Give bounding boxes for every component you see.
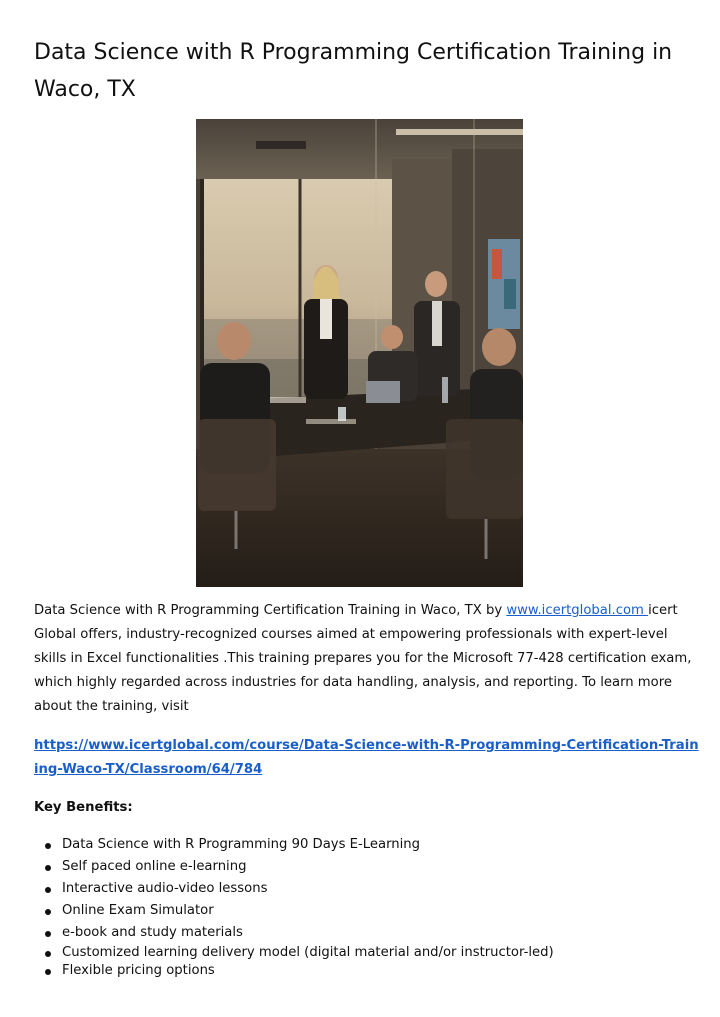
course-link-paragraph <box>34 734 699 782</box>
page-title: Data Science with R Programming Certification Training in Waco, TX <box>34 40 673 102</box>
icertglobal-link[interactable]: www.icertglobal.com <box>506 603 649 618</box>
intro-paragraph <box>34 599 694 719</box>
intro-text-start: Data Science with R Programming Certification Training in Waco, TX by <box>34 603 507 618</box>
list-item: Online Exam Simulator <box>34 902 554 920</box>
course-url-link[interactable]: https://www.icertglobal.com/course/Data-Science-with-R-Programming-Certification-Training-Waco-TX/Classroom/64/784 <box>34 738 699 777</box>
benefits-list <box>34 836 554 980</box>
list-item: Data Science with R Programming 90 Days E-Learning <box>34 836 554 854</box>
intro-text-end: icert Global offers, industry-recognized courses aimed at empowering professionals with expert-level skills in Excel functionalities .This training prepares you for the Microsoft 77-428 certification exam, which highly regarded across industries for data handling, analysis, and reporting. To learn more about the training, visit <box>34 603 692 714</box>
list-item: e-book and study materials <box>34 924 554 942</box>
meeting-photo <box>196 119 523 587</box>
list-item: Customized learning delivery model (digital material and/or instructor-led) <box>34 944 554 962</box>
list-item: Flexible pricing options <box>34 962 554 980</box>
key-benefits-heading: Key Benefits: <box>34 800 133 815</box>
list-item: Interactive audio-video lessons <box>34 880 554 898</box>
list-item: Self paced online e-learning <box>34 858 554 876</box>
